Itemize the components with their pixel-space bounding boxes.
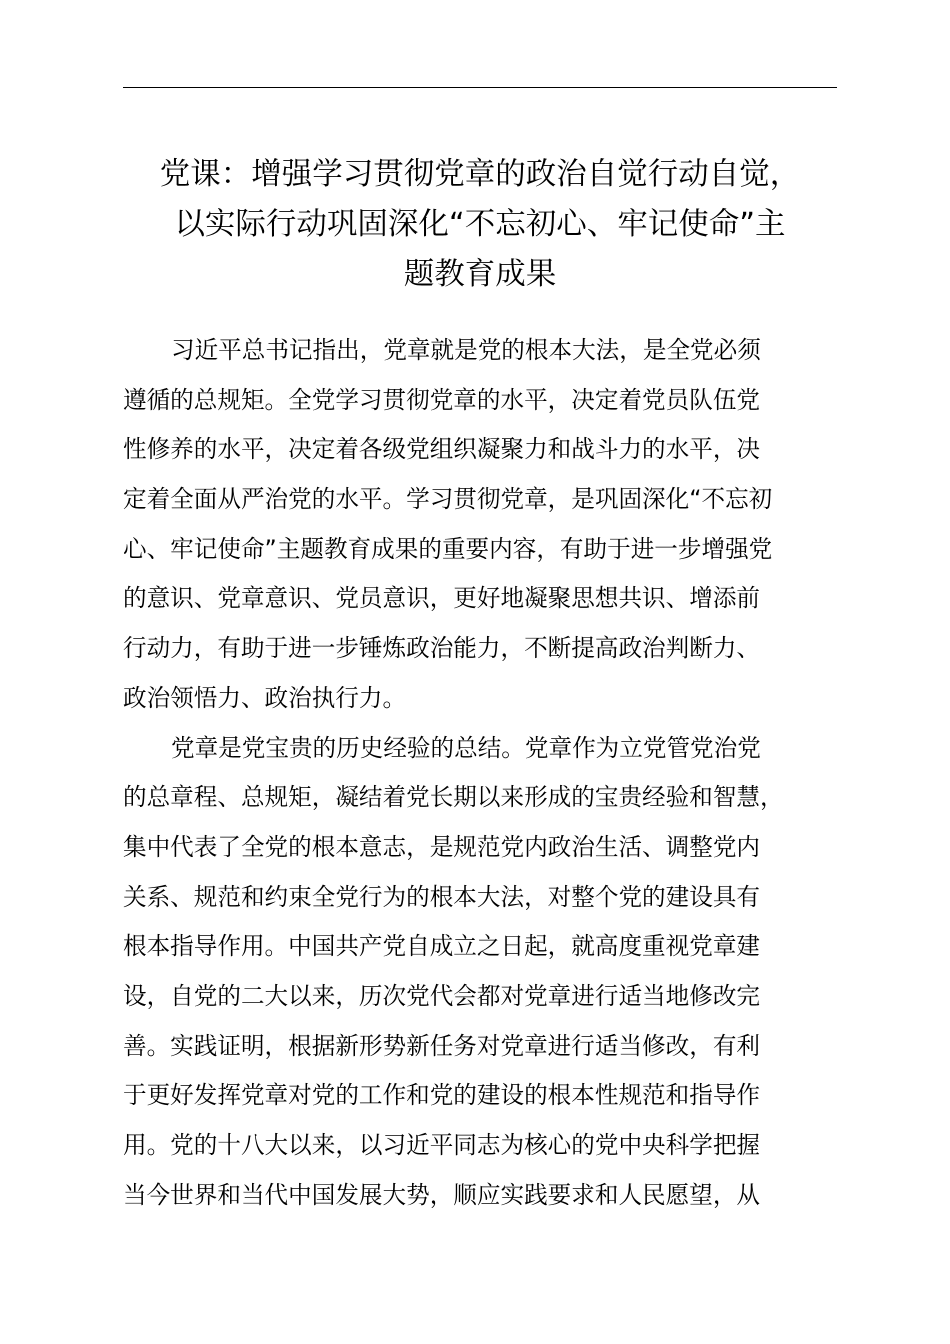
text-line: 于更好发挥党章对党的工作和党的建设的根本性规范和指导作 [123, 1081, 761, 1110]
text-line: 设，自党的二大以来，历次党代会都对党章进行适当地修改完 [123, 981, 761, 1010]
text-line: 定着全面从严治党的水平。学习贯彻党章，是巩固深化“不忘初 [123, 485, 773, 514]
text-line: 遵循的总规矩。全党学习贯彻党章的水平，决定着党员队伍党 [123, 385, 761, 414]
text-line: 集中代表了全党的根本意志，是规范党内政治生活、调整党内 [123, 832, 761, 861]
document-body [123, 326, 863, 1220]
text-line: 性修养的水平，决定着各级党组织凝聚力和战斗力的水平，决 [123, 435, 761, 464]
paragraph-2 [123, 724, 863, 1221]
text-line: 行动力，有助于进一步锤炼政治能力，不断提高政治判断力、 [123, 634, 761, 663]
text-line: 习近平总书记指出，党章就是党的根本大法，是全党必须 [171, 336, 761, 364]
text-line: 党章是党宝贵的历史经验的总结。党章作为立党管党治党 [171, 733, 761, 762]
text-line: 当今世界和当代中国发展大势，顺应实践要求和人民愿望，从 [123, 1180, 761, 1209]
paragraph-1 [123, 326, 863, 724]
text-line: 心、牢记使命”主题教育成果的重要内容，有助于进一步增强党 [123, 534, 773, 563]
text-line: 根本指导作用。中国共产党自成立之日起，就高度重视党章建 [123, 932, 761, 961]
text-line: 的意识、党章意识、党员意识，更好地凝聚思想共识、增添前 [123, 584, 761, 613]
title-line: 以实际行动巩固深化“不忘初心、牢记使命”主 [174, 207, 786, 242]
document-title [118, 150, 842, 300]
text-line: 善。实践证明，根据新形势新任务对党章进行适当修改，有利 [123, 1031, 761, 1060]
text-line: 关系、规范和约束全党行为的根本大法，对整个党的建设具有 [123, 882, 761, 911]
title-line: 题教育成果 [403, 257, 557, 292]
text-line: 政治领悟力、政治执行力。 [123, 683, 407, 712]
header-rule [123, 87, 837, 88]
title-line: 党课：增强学习贯彻党章的政治自觉行动自觉， [159, 157, 801, 192]
text-line: 用。党的十八大以来，以习近平同志为核心的党中央科学把握 [123, 1131, 761, 1159]
text-line: 的总章程、总规矩，凝结着党长期以来形成的宝贵经验和智慧， [123, 783, 784, 812]
